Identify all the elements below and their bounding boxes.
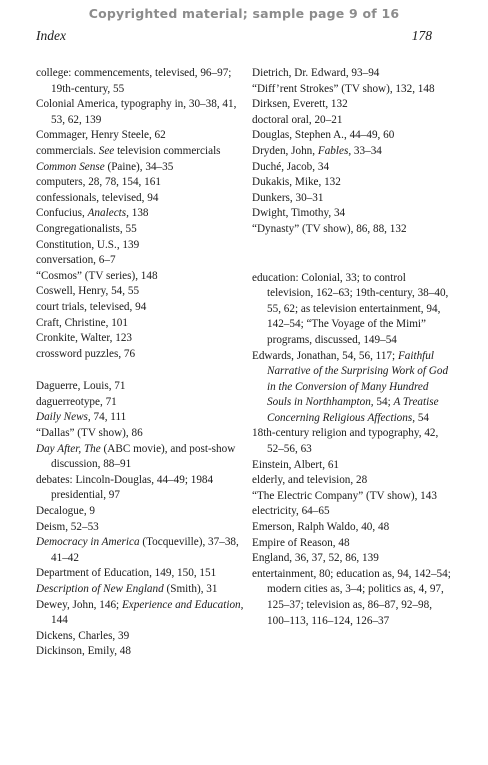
index-entry: [252, 160, 452, 176]
index-entry-text: Dukakis, Mike, 132: [252, 176, 341, 189]
index-entry-text: “Dallas” (TV show), 86: [36, 427, 143, 440]
index-entry-text: “Diff’rent Strokes” (TV show), 132, 148: [252, 82, 435, 95]
index-entry-text: Dunkers, 30–31: [252, 191, 324, 204]
index-entry-text: 54;: [373, 396, 394, 409]
index-entry-text: Empire of Reason, 48: [252, 536, 350, 549]
index-entry-text: 54: [415, 411, 429, 424]
index-entry: [252, 489, 452, 505]
index-entry: [36, 331, 246, 347]
index-entry: [252, 349, 452, 427]
letter-group-spacer: [36, 362, 246, 379]
index-entry: [252, 113, 452, 129]
index-entry: [252, 175, 452, 191]
index-entry-text: (Paine), 34–35: [104, 160, 174, 173]
index-entry-text: Congregationalists, 55: [36, 222, 137, 235]
index-entry-text: (Smith), 31: [163, 583, 218, 595]
index-entry-text: Dwight, Timothy, 34: [252, 207, 346, 220]
index-entry-text: Dirksen, Everett, 132: [252, 98, 348, 111]
index-entry: [36, 316, 246, 332]
index-entry-text: Coswell, Henry, 54, 55: [36, 285, 140, 298]
index-column-left: [36, 66, 246, 660]
index-entry: [36, 160, 246, 176]
index-entry: [36, 66, 246, 97]
index-entry-text: “Cosmos” (TV series), 148: [36, 269, 158, 282]
index-entry: [36, 222, 246, 238]
index-entry-text: confessionals, televised, 94: [36, 191, 159, 204]
index-entry-text: (ABC movie), and post-show discussion, 88–91: [51, 442, 236, 471]
index-entry-title: Daily News,: [36, 411, 91, 424]
index-entry: [252, 82, 452, 98]
index-entry-title: Fables,: [317, 144, 352, 157]
index-entry: [252, 504, 452, 520]
index-entry-title: Description of New England: [36, 583, 164, 595]
index-entry: [36, 347, 246, 363]
index-entry: [36, 238, 246, 254]
index-entry: [252, 458, 452, 474]
index-entry: [36, 206, 246, 222]
index-entry-text: debates: Lincoln-Douglas, 44–49; 1984 presidential, 97: [36, 473, 214, 502]
index-entry-text: Department of Education, 149, 150, 151: [36, 567, 217, 580]
index-entry-text: 138: [128, 207, 149, 220]
index-entry-text: commercials.: [36, 144, 99, 157]
running-head-title: Index: [36, 28, 66, 43]
index-entry-text: daguerreotype, 71: [36, 395, 117, 408]
index-entry: [36, 535, 246, 566]
index-entry: [36, 300, 246, 316]
index-entry-text: Confucius,: [36, 207, 88, 220]
index-entry: [36, 410, 246, 426]
index-entry: [36, 504, 246, 520]
index-entry-title: Common Sense: [36, 160, 105, 173]
index-entry-text: Douglas, Stephen A., 44–49, 60: [252, 129, 395, 142]
index-entry: [252, 66, 452, 82]
index-entry-text: television commercials: [114, 144, 221, 157]
index-entry-title: Day After, The: [36, 442, 101, 455]
index-entry: [252, 144, 452, 160]
index-entry: [36, 175, 246, 191]
index-entry-text: Constitution, U.S., 139: [36, 238, 140, 251]
index-entry: [36, 379, 246, 395]
index-entry-text: 33–34: [351, 144, 382, 157]
index-entry: [252, 551, 452, 567]
letter-group-spacer: [252, 238, 452, 271]
index-entry-text: electricity, 64–65: [252, 505, 330, 518]
index-entry-text: Duché, Jacob, 34: [252, 160, 330, 173]
index-entry: [36, 395, 246, 411]
index-entry-text: court trials, televised, 94: [36, 300, 147, 313]
index-entry: [36, 629, 246, 645]
index-entry: [36, 97, 246, 128]
index-entry-text: crossword puzzles, 76: [36, 347, 136, 360]
index-entry-text: Cronkite, Walter, 123: [36, 332, 133, 345]
index-entry-text: computers, 28, 78, 154, 161: [36, 176, 161, 189]
index-entry-text: conversation, 6–7: [36, 254, 116, 267]
index-entry-text: 74, 111: [90, 411, 127, 424]
index-entry-text: England, 36, 37, 52, 86, 139: [252, 552, 379, 565]
index-entry-text: Craft, Christine, 101: [36, 316, 128, 329]
index-entry: [252, 191, 452, 207]
index-column-right: [252, 66, 452, 629]
index-entry-text: Dewey, John, 146;: [36, 598, 122, 611]
index-entry-text: 18th-century religion and typography, 42, 52–56, 63: [252, 427, 439, 456]
index-entry-text: doctoral oral, 20–21: [252, 113, 343, 126]
index-entry: [252, 536, 452, 552]
index-entry: [252, 128, 452, 144]
index-entry: [36, 144, 246, 160]
copyright-watermark: Copyrighted material; sample page 9 of 16: [88, 6, 400, 21]
index-entry: [252, 271, 452, 349]
index-entry: [252, 567, 452, 629]
index-entry: [252, 473, 452, 489]
index-entry: [252, 426, 452, 457]
index-entry-text: “Dynasty” (TV show), 86, 88, 132: [252, 222, 407, 235]
index-entry-text: elderly, and television, 28: [252, 474, 368, 487]
index-entry: [36, 598, 246, 629]
index-entry-title: Faithful Narrative of the Surprising Work of God in the Conversion of Many Hundred Souls in Northhampton,: [267, 349, 449, 409]
index-entry-text: Dryden, John,: [252, 144, 318, 157]
page-number: 178: [411, 28, 432, 43]
index-entry-text: 144: [51, 614, 68, 627]
index-entry-title: Experience and Education,: [121, 598, 244, 611]
index-entry-title: Analects,: [87, 207, 129, 220]
index-entry: [252, 222, 452, 238]
index-entry-text: Decalogue, 9: [36, 505, 96, 518]
index-entry: [36, 128, 246, 144]
index-entry-text: “The Electric Company” (TV show), 143: [252, 489, 437, 502]
index-entry-text: Edwards, Jonathan, 54, 56, 117;: [252, 349, 398, 362]
index-entry: [252, 520, 452, 536]
index-entry: [36, 269, 246, 285]
index-entry-text: Einstein, Albert, 61: [252, 458, 340, 471]
index-entry-text: Dickens, Charles, 39: [36, 629, 130, 642]
index-entry: [36, 426, 246, 442]
index-entry: [36, 520, 246, 536]
index-entry-text: college: commencements, televised, 96–97; 19th-century, 55: [36, 67, 232, 95]
index-entry: [36, 442, 246, 473]
index-entry-text: Colonial America, typography in, 30–38, 41, 53, 62, 139: [36, 98, 237, 126]
index-entry: [36, 253, 246, 269]
index-entry-text: Daguerre, Louis, 71: [36, 380, 126, 393]
index-entry-title: Democracy in America: [36, 536, 140, 549]
index-entry-text: education: Colonial, 33; to control television, 162–63; 19th-century, 38–40, 55, 62; as television entertainment, 94, 142–54; “The Voyage of the Mimi” programs, discussed, 149–54: [252, 271, 449, 346]
index-entry-text: (Tocqueville), 37–38, 41–42: [51, 536, 239, 564]
index-entry: [36, 644, 246, 660]
index-entry-text: Emerson, Ralph Waldo, 40, 48: [252, 521, 390, 534]
index-entry: [252, 97, 452, 113]
index-entry: [36, 566, 246, 582]
index-entry: [252, 206, 452, 222]
index-entry: [36, 473, 246, 504]
index-entry-text: Commager, Henry Steele, 62: [36, 129, 166, 142]
index-entry: [36, 582, 246, 598]
index-entry-title: A Treatise Concerning Religious Affections,: [267, 396, 439, 424]
index-entry: [36, 284, 246, 300]
index-entry-title: See: [98, 144, 115, 157]
index-entry-text: entertainment, 80; education as, 94, 142–54; modern cities as, 3–4; politics as, 4, 97, 125–37; television as, 86–87, 92–98, 100–113, 116–124, 126–37: [252, 567, 451, 627]
index-entry-text: Deism, 52–53: [36, 520, 99, 533]
index-entry: [36, 191, 246, 207]
index-entry-text: Dietrich, Dr. Edward, 93–94: [252, 67, 380, 79]
index-entry-text: Dickinson, Emily, 48: [36, 645, 131, 658]
